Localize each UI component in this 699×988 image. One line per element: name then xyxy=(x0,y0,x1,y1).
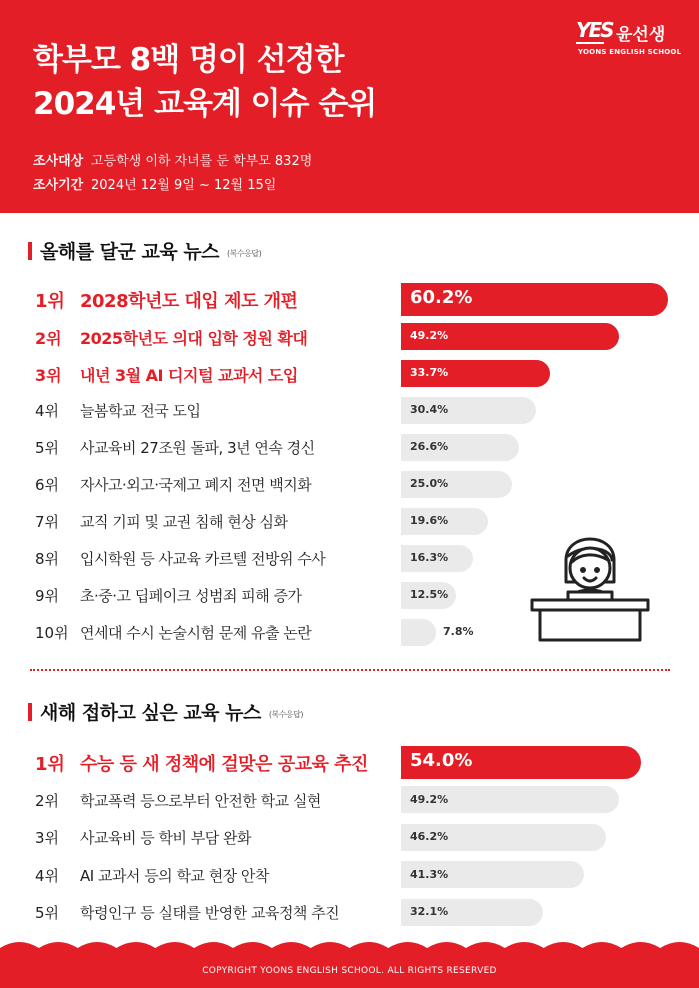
issue-label: 2025학년도 의대 입학 정원 확대 xyxy=(80,329,308,348)
section2-title xyxy=(28,698,303,725)
rank-number: 1위 xyxy=(35,291,65,312)
percent-label: 49.2% xyxy=(410,792,449,806)
percent-label: 54.0% xyxy=(410,750,473,771)
rank-number: 7위 xyxy=(35,513,60,531)
section1-note: (복수응답) xyxy=(227,249,262,258)
survey-period xyxy=(33,174,276,193)
percent-label: 46.2% xyxy=(410,830,449,843)
rank-number: 4위 xyxy=(35,402,60,420)
percent-label: 7.8% xyxy=(443,625,474,638)
percent-label: 12.5% xyxy=(410,588,449,601)
logo-korean: 윤선생 xyxy=(616,25,666,45)
title-line-2: 2024년 교육계 이슈 순위 xyxy=(33,86,377,122)
rank-number: 10위 xyxy=(35,624,69,642)
percent-label: 19.6% xyxy=(410,514,449,527)
survey-subject-value: 고등학생 이하 자녀를 둔 학부모 832명 xyxy=(91,154,313,169)
rank-number: 5위 xyxy=(35,439,60,457)
logo-mark: YES xyxy=(576,18,613,42)
survey-period-key: 조사기간 xyxy=(33,178,84,193)
page-title xyxy=(33,38,376,126)
rank-number: 4위 xyxy=(35,866,60,885)
issue-label: 초·중·고 딥페이크 성범죄 피해 증가 xyxy=(80,587,302,605)
percent-label: 33.7% xyxy=(410,366,449,379)
section-marker xyxy=(28,703,32,721)
issue-label: 학교폭력 등으로부터 안전한 학교 실현 xyxy=(80,791,321,810)
footer-wave xyxy=(0,936,699,988)
percent-label: 60.2% xyxy=(410,287,473,308)
issue-label: 내년 3월 AI 디지털 교과서 도입 xyxy=(80,366,298,385)
section2-title-text: 새해 접하고 싶은 교육 뉴스 xyxy=(40,702,261,724)
section1-title-text: 올해를 달군 교육 뉴스 xyxy=(40,241,220,263)
percent-label: 49.2% xyxy=(410,329,449,342)
section-divider xyxy=(30,669,670,671)
rank-number: 3위 xyxy=(35,366,62,385)
issue-label: 수능 등 새 정책에 걸맞은 공교육 추진 xyxy=(80,754,368,775)
footer-copyright: COPYRIGHT YOONS ENGLISH SCHOOL. ALL RIGHTS RESERVED xyxy=(202,966,497,976)
issue-label: 교직 기피 및 교권 침해 현상 심화 xyxy=(80,513,288,531)
percent-label: 41.3% xyxy=(410,867,449,881)
issue-label: 연세대 수시 논술시험 문제 유출 논란 xyxy=(80,624,312,642)
header-banner xyxy=(0,0,699,213)
issue-label: 늘봄학교 전국 도입 xyxy=(80,402,201,420)
issue-label: 사교육비 27조원 돌파, 3년 연속 경신 xyxy=(80,439,315,457)
rank-number: 3위 xyxy=(35,829,60,847)
rank-number: 2위 xyxy=(35,791,60,810)
rank-number: 8위 xyxy=(35,550,60,568)
section1-title xyxy=(28,237,261,264)
percent-label: 32.1% xyxy=(410,905,449,918)
percent-label: 25.0% xyxy=(410,477,449,490)
survey-period-value: 2024년 12월 9일 ~ 12월 15일 xyxy=(91,178,277,193)
issue-label: 2028학년도 대입 제도 개편 xyxy=(80,291,298,312)
issue-label: 입시학원 등 사교육 카르텔 전방위 수사 xyxy=(80,550,326,568)
issue-label: 사교육비 등 학비 부담 완화 xyxy=(80,829,251,847)
rank-number: 9위 xyxy=(35,587,60,605)
issue-label: 자사고·외고·국제고 폐지 전면 백지화 xyxy=(80,476,312,494)
yoons-logo xyxy=(576,18,680,64)
section-marker xyxy=(28,242,32,260)
rank-number: 2위 xyxy=(35,329,62,348)
percent-label: 30.4% xyxy=(410,403,449,416)
issue-label: AI 교과서 등의 학교 현장 안착 xyxy=(80,866,269,885)
rank-number: 6위 xyxy=(35,476,60,494)
survey-subject xyxy=(33,150,312,169)
percent-label: 16.3% xyxy=(410,551,449,564)
student-at-desk-icon xyxy=(528,520,652,644)
percent-label: 26.6% xyxy=(410,440,449,453)
logo-english: YOONS ENGLISH SCHOOL xyxy=(578,48,682,56)
issue-label: 학령인구 등 실태를 반영한 교육정책 추진 xyxy=(80,904,340,922)
rank-number: 5위 xyxy=(35,904,60,922)
section2-note: (복수응답) xyxy=(268,710,304,719)
value-bar xyxy=(401,619,436,646)
survey-subject-key: 조사대상 xyxy=(33,154,84,169)
title-line-1: 학부모 8백 명이 선정한 xyxy=(33,42,344,78)
rank-number: 1위 xyxy=(35,754,65,775)
